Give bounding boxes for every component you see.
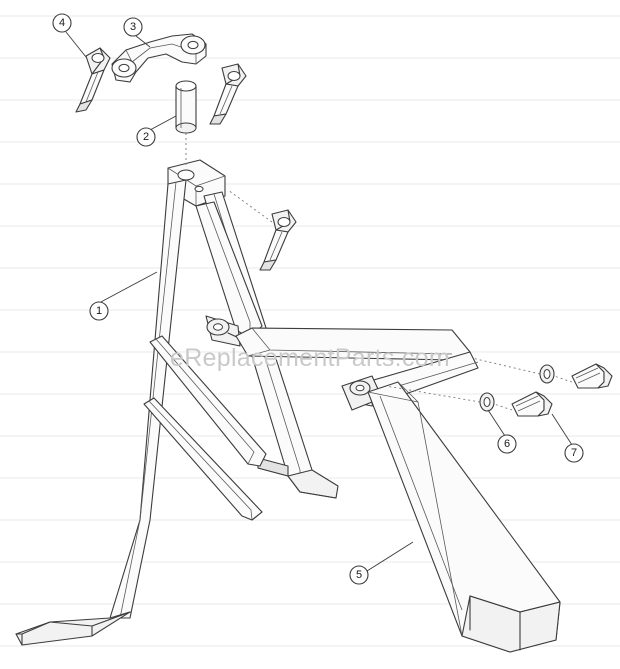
callout-5[interactable]	[350, 566, 368, 584]
callout-6[interactable]	[498, 435, 516, 453]
callout-2[interactable]	[137, 128, 155, 146]
callout-4-label: 4	[58, 17, 66, 29]
callout-4[interactable]	[53, 14, 71, 32]
callout-5-label: 5	[355, 569, 363, 581]
part-5-ramp-arm	[236, 328, 560, 652]
part-1-main-frame	[16, 160, 338, 645]
callout-3[interactable]	[124, 18, 142, 36]
callout-3-label: 3	[129, 21, 137, 33]
clamp-handle-middle	[210, 64, 246, 124]
callout-7[interactable]	[565, 444, 583, 462]
callout-7-label: 7	[570, 447, 578, 459]
callout-6-label: 6	[503, 438, 511, 450]
callout-1-label: 1	[95, 305, 103, 317]
watermark-text: eReplacementParts.com	[169, 344, 451, 372]
part-2-post-spacer	[176, 81, 196, 168]
callout-2-label: 2	[142, 131, 150, 143]
callout-1[interactable]	[90, 302, 108, 320]
